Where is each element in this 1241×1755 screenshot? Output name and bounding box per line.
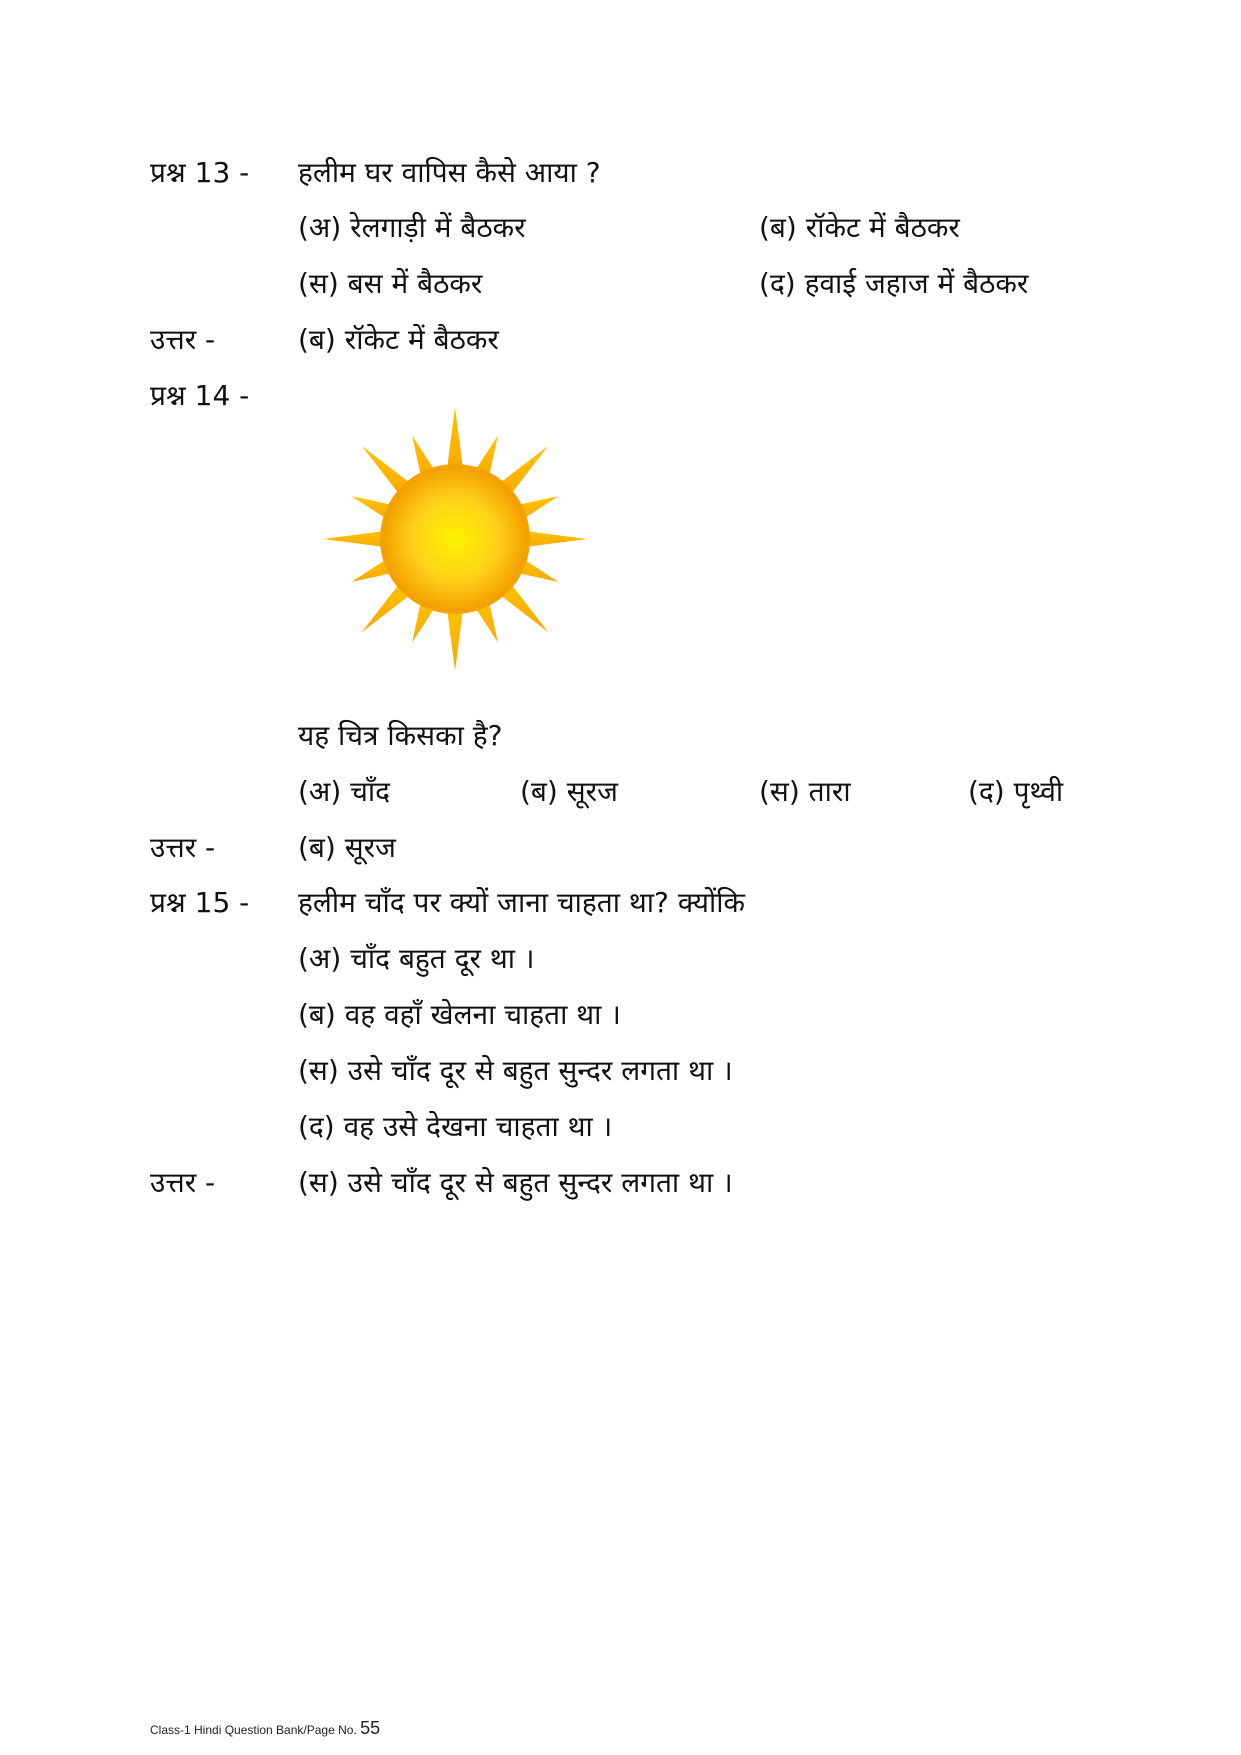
sun-ray: [323, 530, 390, 547]
q15-option-a: (अ) चाँद बहुत दूर था ।: [298, 942, 535, 975]
q13-option-d: (द) हवाई जहाज में बैठकर: [759, 267, 1029, 300]
sun-icon: [320, 404, 590, 674]
q14-answer-label: उत्तर -: [150, 831, 216, 864]
q13-option-c: (स) बस में बैठकर: [298, 267, 483, 300]
q14-option-a: (अ) चाँद: [298, 775, 391, 808]
sun-ray: [446, 604, 463, 671]
q13-question: हलीम घर वापिस कैसे आया ?: [298, 156, 601, 189]
q13-answer: (ब) रॉकेट में बैठकर: [298, 323, 499, 356]
q13-option-a: (अ) रेलगाड़ी में बैठकर: [298, 211, 526, 244]
q15-option-d: (द) वह उसे देखना चाहता था ।: [298, 1110, 613, 1143]
q14-option-c: (स) तारा: [759, 775, 851, 808]
q14-label: प्रश्न 14 -: [150, 379, 250, 412]
q15-label: प्रश्न 15 -: [150, 886, 250, 919]
q15-answer-label: उत्तर -: [150, 1166, 216, 1199]
q14-question: यह चित्र किसका है?: [298, 719, 503, 752]
page-footer: [150, 1718, 380, 1739]
q13-label: प्रश्न 13 -: [150, 156, 250, 189]
q15-option-c: (स) उसे चाँद दूर से बहुत सुन्दर लगता था ।: [298, 1054, 733, 1087]
q15-question: हलीम चाँद पर क्यों जाना चाहता था? क्योंकि: [298, 886, 746, 919]
q13-option-b: (ब) रॉकेट में बैठकर: [759, 211, 960, 244]
q15-answer: (स) उसे चाँद दूर से बहुत सुन्दर लगता था ।: [298, 1166, 733, 1199]
page-number: 55: [360, 1718, 381, 1738]
sun-ray: [446, 407, 463, 474]
sun-ray: [520, 530, 587, 547]
q14-option-d: (द) पृथ्वी: [968, 775, 1064, 808]
q14-option-b: (ब) सूरज: [520, 775, 618, 808]
footer-text: Class-1 Hindi Question Bank/Page No.: [150, 1723, 357, 1737]
q14-answer: (ब) सूरज: [298, 831, 396, 864]
q13-answer-label: उत्तर -: [150, 323, 216, 356]
q15-option-b: (ब) वह वहाँ खेलना चाहता था ।: [298, 998, 621, 1031]
